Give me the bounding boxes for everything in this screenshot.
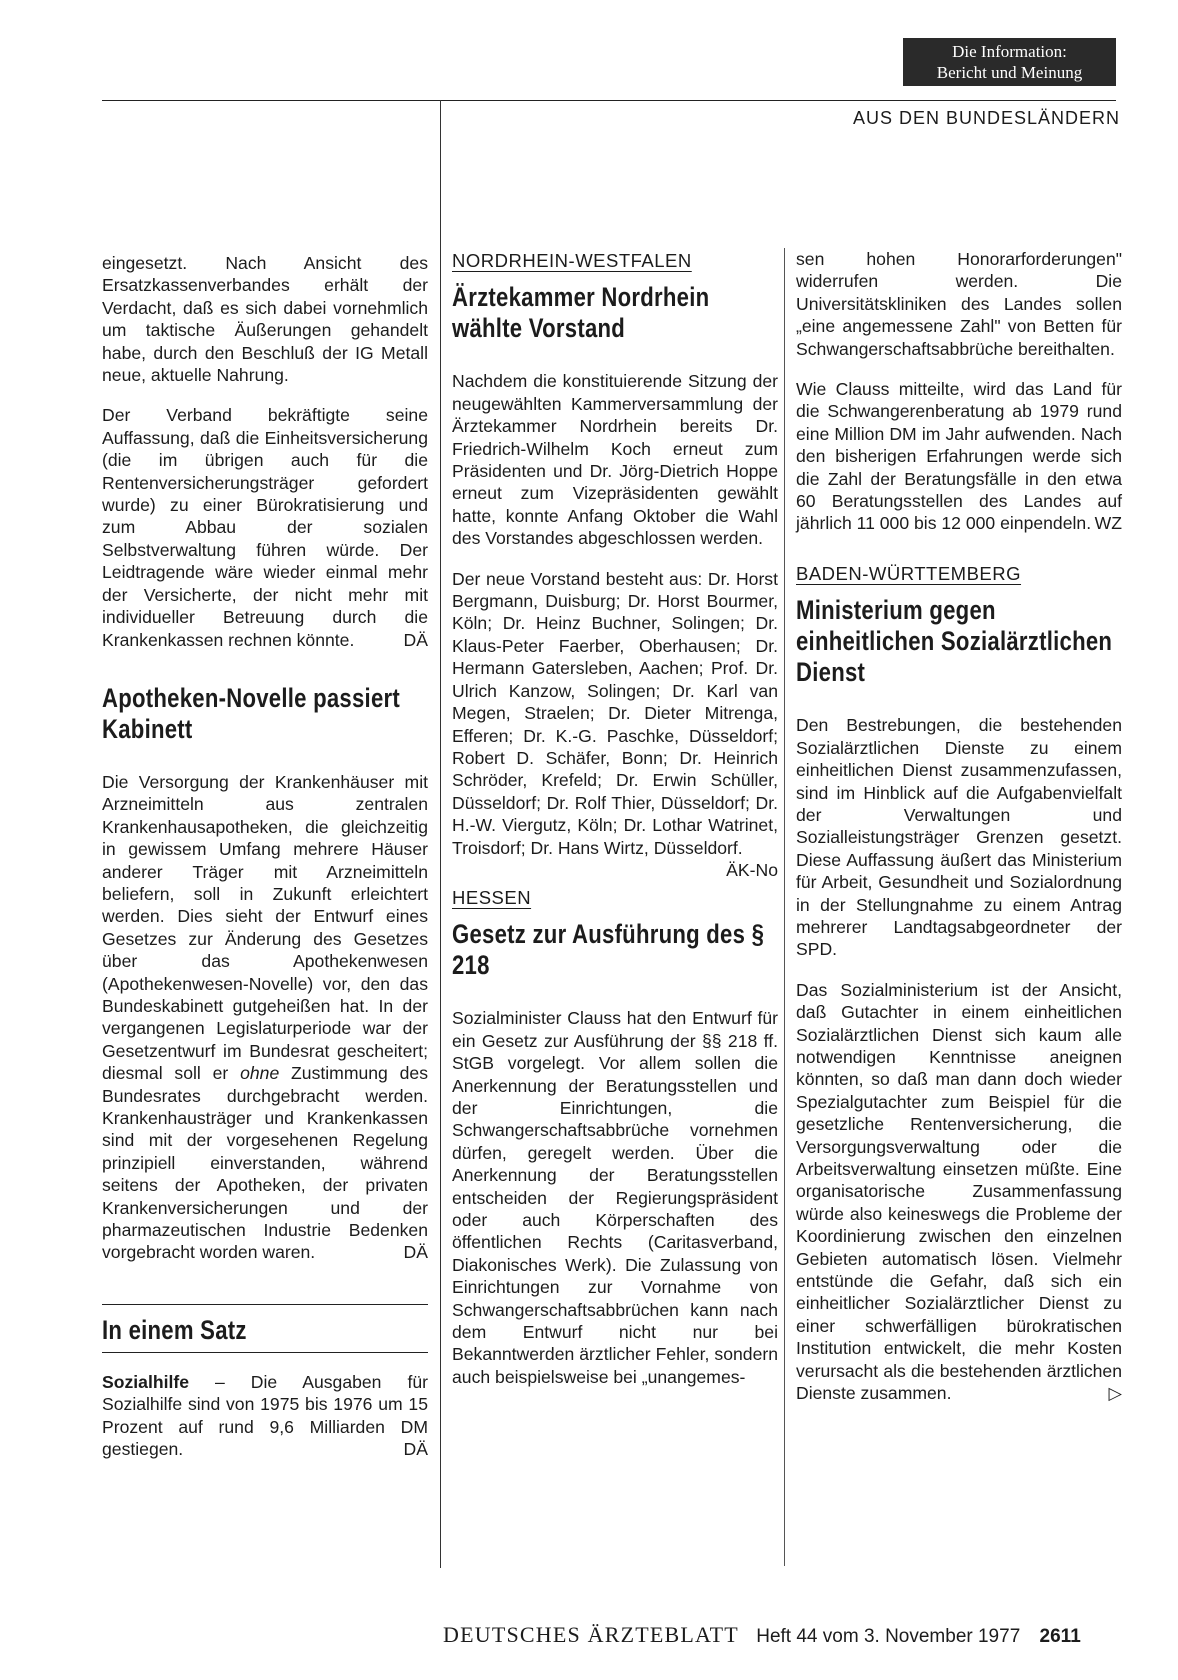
col3-paragraph-1: sen hohen Honorarforderungen" widerrufen werden. Die Universitätskliniken des Landes sollen „eine angemessene Zahl" von Betten für Schwangerschaftsabbrüche bereithalten. <box>796 249 1122 359</box>
author-sig: ÄK-No <box>726 859 778 880</box>
kicker-bw: BADEN-WÜRTTEMBERG <box>796 562 1022 584</box>
col1-paragraph-1: eingesetzt. Nach Ansicht des Ersatzkassenverbandes erhält der Verdacht, daß es sich dabei vornehmlich um taktische Äußerungen gehandelt habe, durch den Beschluß der IG Metall neue, aktuelle Nahrung. <box>102 253 428 386</box>
section-label: AUS DEN BUNDESLÄNDERN <box>852 108 1120 128</box>
badge-line-1: Die Information: <box>952 42 1067 61</box>
issue-info: Heft 44 vom 3. November 1977 <box>756 1626 1021 1647</box>
column-rule-1 <box>440 100 441 1568</box>
headline-aerztekammer: Ärztekammer Nordrhein wählte Vorstand <box>452 282 710 344</box>
headline-ministerium: Ministerium gegen einheitlichen Sozialärztlichen Dienst <box>796 595 1113 688</box>
box-title: In einem Satz <box>102 1314 247 1345</box>
continue-arrow-icon: ▷ <box>1108 1383 1122 1404</box>
col2-paragraph-3: Sozialminister Clauss hat den Entwurf für ein Gesetz zur Ausführung der §§ 218 ff. StGB vorgelegt. Vor allem sollen die Anerkennung der Beratungsstellen und der Einrichtungen, die Schwangerschaftsabbrüche vornehmen dürfen, geregelt werden. Über die Anerkennung der Beratungsstellen entscheiden der Regierungspräsident oder auch Körperschaften des öffentlichen Rechts (Caritasverband, Diakonisches Werk). Die Zulassung von Einrichtungen zur Vornahme von Schwangerschaftsabbrüchen kann nach dem Entwurf nicht nur bei Bekanntwerden ärztlicher Fehler, sondern auch beispielsweise bei „unangemes- <box>452 1008 778 1387</box>
headline-apotheken: Apotheken-Novelle passiert Kabinett <box>102 682 400 744</box>
col3-paragraph-2 <box>796 378 1122 535</box>
col1-paragraph-4 <box>102 1371 428 1461</box>
section-badge <box>903 38 1116 86</box>
author-sig: DÄ <box>403 629 428 650</box>
col2-paragraph-2-text: Der neue Vorstand besteht aus: Dr. Horst Bergmann, Duisburg; Dr. Horst Bourmer, Köln; Dr. Heinz Buchner, Solingen; Dr. Klaus-Peter Faerber, Oberhausen; Dr. Hermann Gatersleben, Aachen; Prof. Dr. Ulrich Kanzow, Solingen; Dr. Karl van Megen, Straelen; Dr. Dieter Mitrenga, Efferen; Dr. K.-G. Paschke, Düsseldorf; Robert D. Schäfer, Bonn; Dr. Heinrich Schröder, Krefeld; Dr. Erwin Schüller, Düsseldorf; Dr. Rolf Thier, Düsseldorf; Dr. H.-W. Viergutz, Köln; Dr. Lothar Watrinet, Troisdorf; Dr. Hans Wirtz, Düsseldorf. <box>452 568 778 858</box>
column-1 <box>102 252 428 1478</box>
col1-paragraph-2 <box>102 404 428 650</box>
author-sig: WZ <box>1094 513 1122 534</box>
col1-lead-word: Sozialhilfe <box>102 1371 190 1392</box>
col1-paragraph-3-a: Die Versorgung der Krankenhäuser mit Arzneimitteln aus zentralen Krankenhausapotheken, die gleichzeitig in gewissem Umfang mehrere Häuser anderer Träger mit Arzneimitteln beliefern, soll in Zukunft erleichtert werden. Dies sieht der Entwurf eines Gesetzes zur Änderung des Gesetzes über das Apothekenwesen (Apothekenwesen-Novelle) vor, den das Bundeskabinett gutgeheißen hat. In der vergangenen Legislaturperiode war der Gesetzentwurf im Bundesrat gescheitert; diesmal soll er <box>102 771 428 1084</box>
page-number: 2611 <box>1039 1626 1081 1647</box>
col1-paragraph-3-b: Zustimmung des Bundesrates durchgebracht werden. Krankenhausträger und Krankenkassen sind mit der vorgesehenen Regelung prinzipiell einverstanden, während seitens der Apotheken, der privaten Krankenversicherungen und der pharmazeutischen Industrie Bedenken vorgebracht worden waren. <box>102 1063 429 1263</box>
kicker-hessen: HESSEN <box>452 886 532 908</box>
headline-gesetz: Gesetz zur Ausführung des § 218 <box>452 919 765 981</box>
col2-paragraph-1: Nachdem die konstituierende Sitzung der neugewählten Kammerversammlung der Ärztekammer Nordrhein bereits Dr. Friedrich-Wilhelm Koch erneut zum Präsidenten und Dr. Jörg-Dietrich Hoppe erneut zum Vizepräsidenten gewählt hatte, konnte Anfang Oktober die Wahl des Vorstandes abgeschlossen werden. <box>452 371 778 549</box>
column-3 <box>796 248 1122 1404</box>
column-2 <box>452 250 778 1388</box>
kicker-nrw: NORDRHEIN-WESTFALEN <box>452 250 692 271</box>
col1-paragraph-3 <box>102 771 428 1264</box>
column-rule-2 <box>784 248 785 1566</box>
col3-paragraph-2-text: Wie Clauss mitteilte, wird das Land für die Schwangerenberatung ab 1979 rund eine Million DM im Jahr aufwenden. Nach den bisherigen Erfahrungen werde sich die Zahl der Beratungsfälle in den etwa 60 Beratungsstellen des Landes auf jährlich 11 000 bis 12 000 einpendeln. <box>796 379 1122 534</box>
page-footer <box>443 1622 1081 1648</box>
col2-paragraph-2 <box>452 568 778 880</box>
journal-name: DEUTSCHES ÄRZTEBLATT <box>443 1622 739 1647</box>
top-rule <box>102 100 1116 101</box>
author-sig: DÄ <box>403 1242 428 1263</box>
col1-paragraph-4-text: – Die Ausgaben für Sozialhilfe sind von 1975 bis 1976 um 15 Prozent auf rund 9,6 Milliarden DM gestiegen. <box>102 1371 428 1460</box>
col3-paragraph-4 <box>796 979 1122 1405</box>
col1-emphasis: ohne <box>240 1063 280 1084</box>
col3-paragraph-3: Den Bestrebungen, die bestehenden Sozialärztlichen Dienste zu einem einheitlichen Dienst zusammenzufassen, sind im Hinblick auf die Aufgabenvielfalt der Verwaltungen und Sozialleistungsträger Grenzen gesetzt. Diese Auffassung äußert das Ministerium für Arbeit, Gesundheit und Sozialordnung in der Stellungnahme zu einem Antrag mehrerer Landtagsabgeordneter der SPD. <box>796 715 1122 960</box>
badge-line-2: Bericht und Meinung <box>936 63 1083 82</box>
col3-paragraph-4-text: Das Sozialministerium ist der Ansicht, daß Gutachter in einem einheitlichen Sozialärztlichen Dienst sich kaum alle notwendigen Kenntnisse aneignen könnten, so daß man dann doch wieder Spezialgutachter zum Beispiel für die gesetzliche Rentenversicherung, die Versorgungsverwaltung oder die Arbeitsverwaltung einsetzen müßte. Eine organisatorische Zusammenfassung würde also keineswegs die Probleme der Koordinierung zwischen den einzelnen Gebieten automatisch lösen. Vielmehr entstünde die Gefahr, daß sich ein einheitlicher Sozialärztlicher Dienst zu einer schwerfälligen bürokratischen Institution entwickelt, die mehr Kosten verursacht als die bestehenden ärztlichen Dienste zusammen. <box>796 979 1122 1404</box>
in-einem-satz-box <box>102 1304 428 1353</box>
author-sig: DÄ <box>403 1439 428 1460</box>
col1-paragraph-2-text: Der Verband bekräftigte seine Auffassung, daß die Einheitsversicherung (die im übrigen auch für die Rentenversicherungsträger gefordert wurde) zu einer Bürokratisierung und zum Abbau der sozialen Selbstverwaltung führen würde. Der Leidtragende wäre wieder einmal mehr der Versicherte, der nicht mehr mit individueller Betreuung durch die Krankenkassen rechnen könnte. <box>102 405 428 650</box>
